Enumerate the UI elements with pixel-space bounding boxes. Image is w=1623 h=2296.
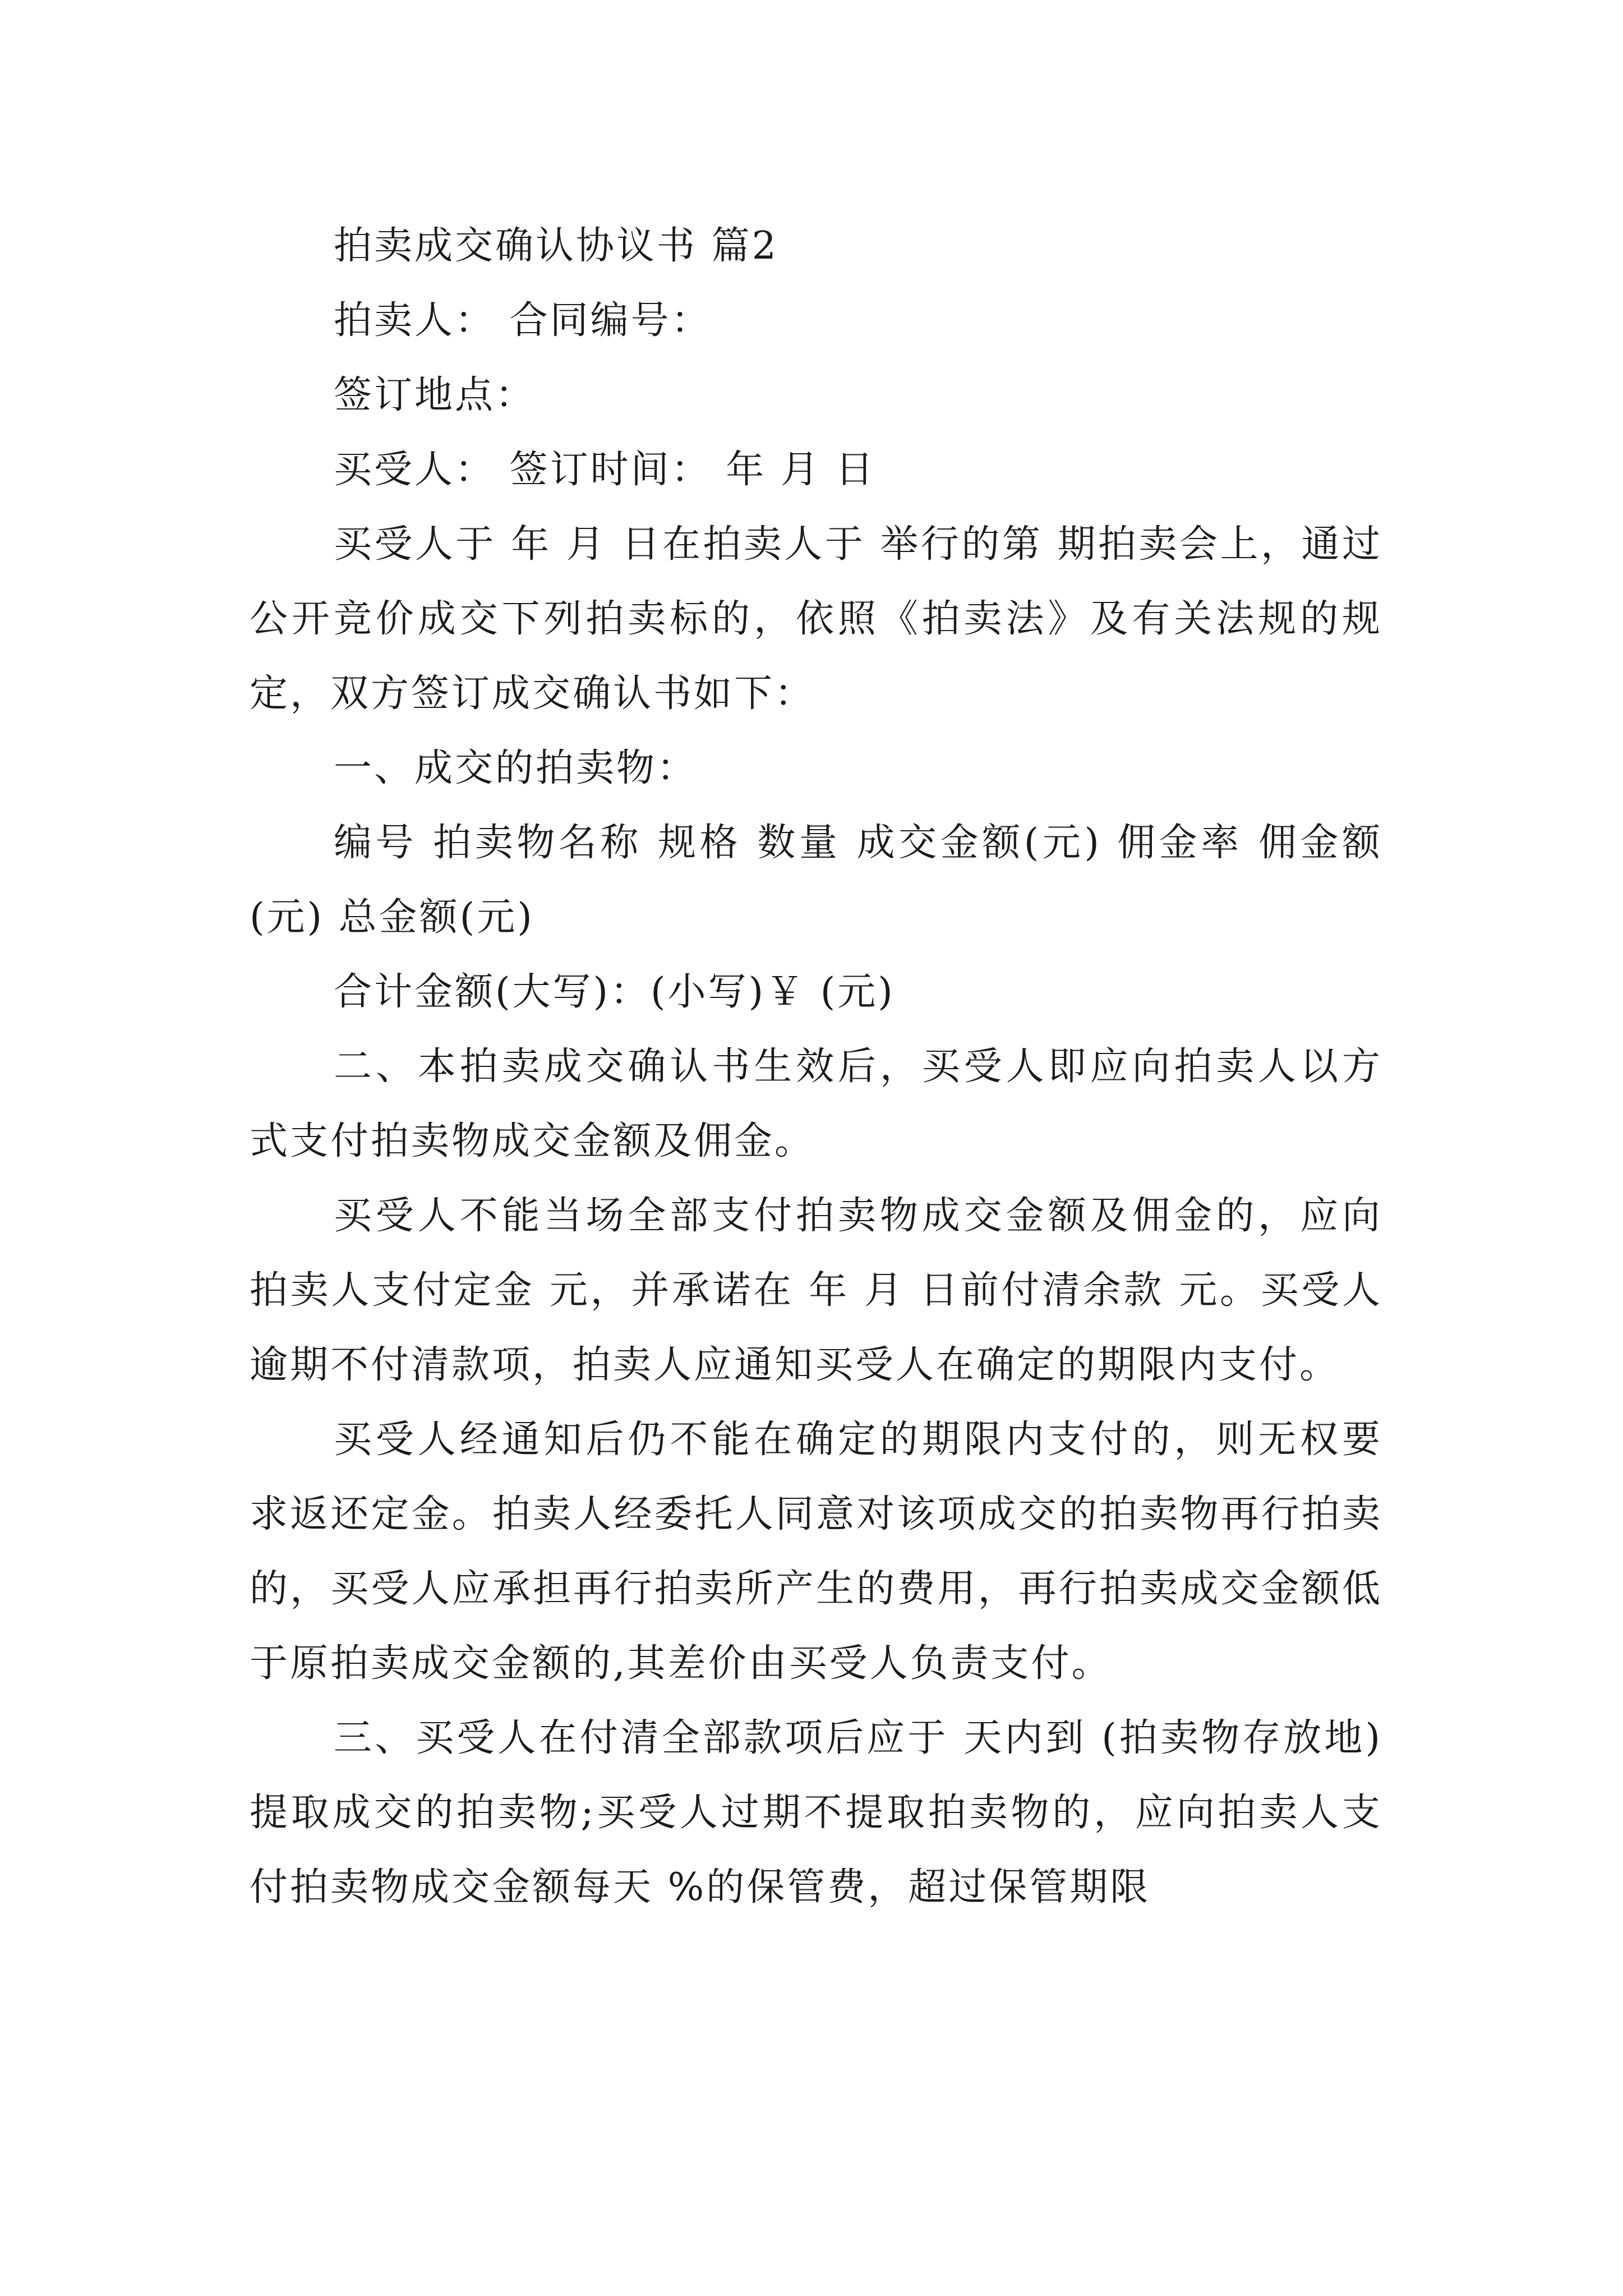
paragraph-item-columns: 编号 拍卖物名称 规格 数量 成交金额(元) 佣金率 佣金额(元) 总金额(元)	[250, 821, 1382, 940]
section-heading-items: 一、成交的拍卖物：	[334, 746, 698, 790]
paragraph-deposit: 买受人不能当场全部支付拍卖物成交金额及佣金的，应向拍卖人支付定金 元，并承诺在 年 月 日前付清余款 元。买受人逾期不付清款项，拍卖人应通知买受人在确定的期限内支付。	[250, 1194, 1382, 1387]
document-title: 拍卖成交确认协议书 篇2	[334, 224, 778, 268]
paragraph-preamble: 买受人于 年 月 日在拍卖人于 举行的第 期拍卖会上，通过公开竞价成交下列拍卖标的，依照《拍卖法》及有关法规的规定，双方签订成交确认书如下：	[250, 522, 1382, 716]
field-signing-place: 签订地点：	[334, 373, 536, 417]
paragraph-default: 买受人经通知后仍不能在确定的期限内支付的，则无权要求返还定金。拍卖人经委托人同意对该项成交的拍卖物再行拍卖的，买受人应承担再行拍卖所产生的费用，再行拍卖成交金额低于原拍卖成交金额的,其差价由买受人负责支付。	[250, 1418, 1382, 1686]
paragraph-clause-3: 三、买受人在付清全部款项后应于 天内到 (拍卖物存放地)提取成交的拍卖物;买受人过期不提取拍卖物的，应向拍卖人支付拍卖物成交金额每天 %的保管费，超过保管期限	[250, 1716, 1382, 1910]
paragraph-total-amount: 合计金额(大写)：(小写)￥ (元)	[334, 970, 895, 1014]
field-buyer-signing-time: 买受人： 签订时间： 年 月 日	[334, 448, 876, 492]
paragraph-clause-2: 二、本拍卖成交确认书生效后，买受人即应向拍卖人以方式支付拍卖物成交金额及佣金。	[250, 1045, 1382, 1163]
document-body	[250, 209, 1382, 1925]
field-auctioneer-contract-no: 拍卖人： 合同编号：	[334, 298, 712, 343]
